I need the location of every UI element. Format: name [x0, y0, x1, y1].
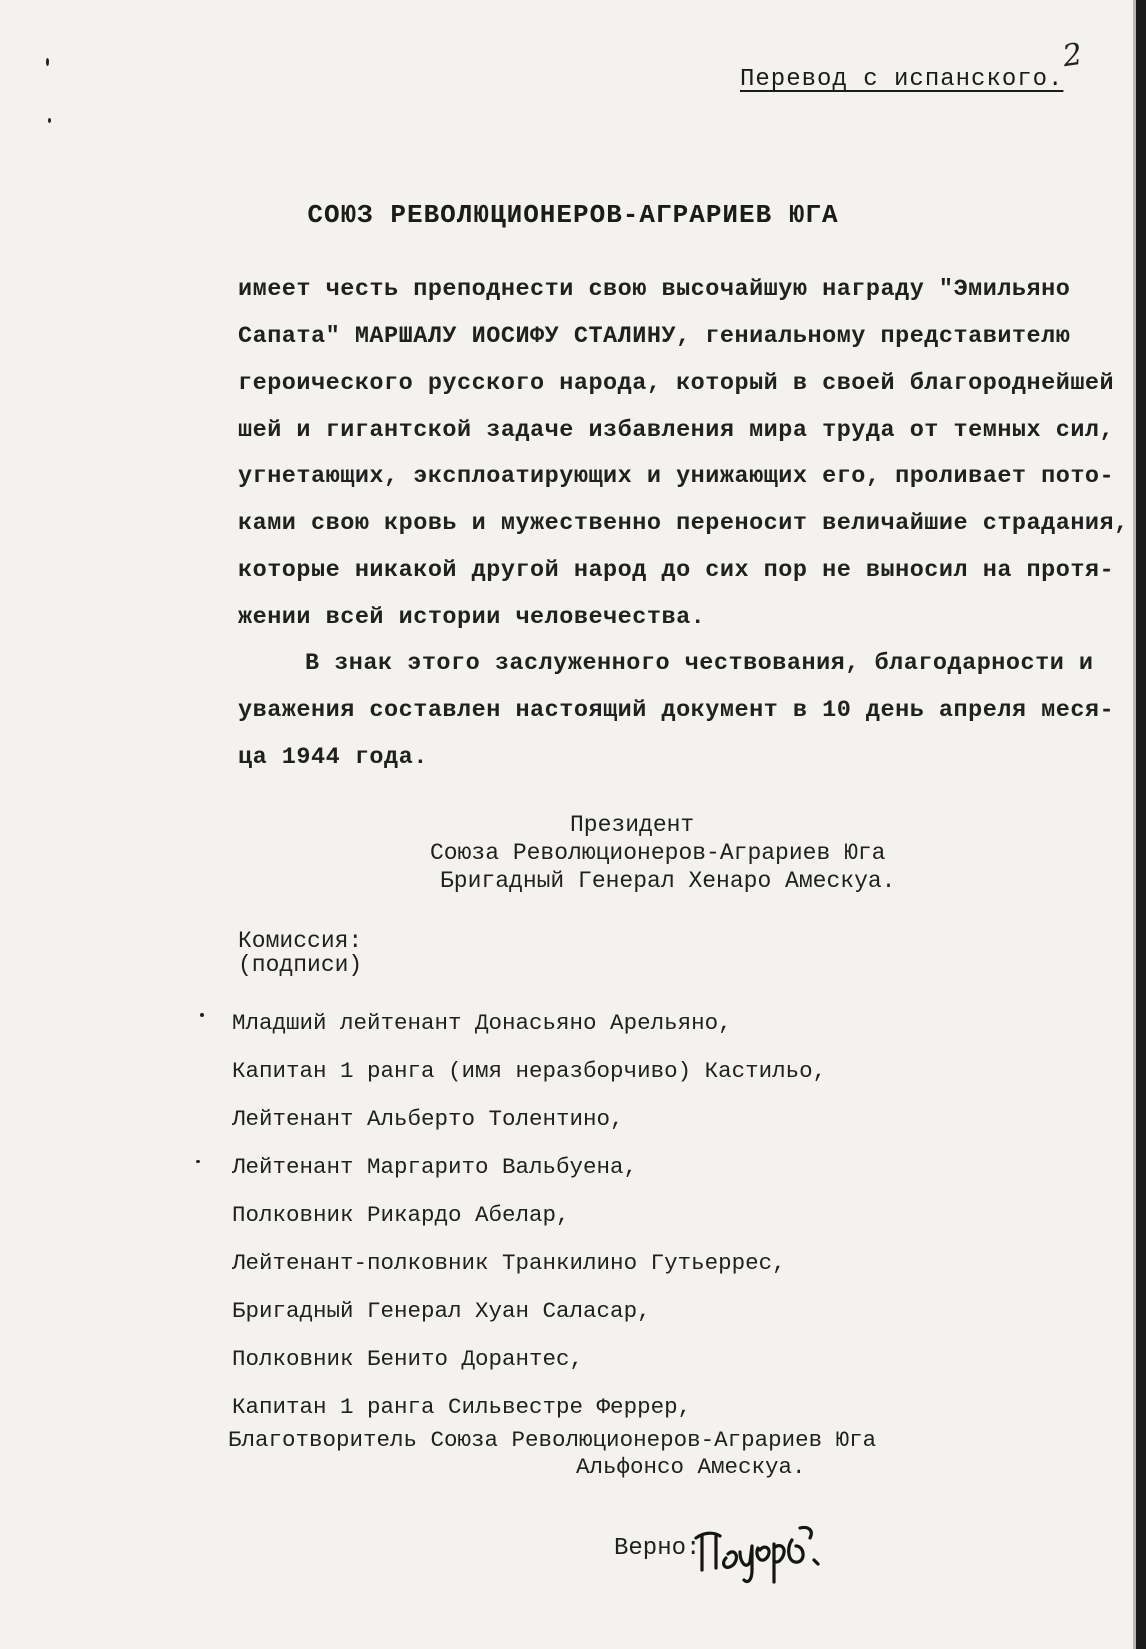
- signatory-name: Бригадный Генерал Хенаро Амескуа.: [440, 868, 896, 894]
- body-line: жении всей истории человечества.: [238, 604, 706, 631]
- body-line: шей и гигантской задаче избавления мира труда от темных сил,: [238, 417, 1115, 444]
- body-line: уважения составлен настоящий документ в 10 день апреля меся-: [238, 697, 1115, 724]
- handwritten-signature: [690, 1518, 830, 1588]
- commission-member: Лейтенант-полковник Транкилино Гутьеррес,: [232, 1250, 786, 1276]
- body-line: ца 1944 года.: [238, 744, 428, 771]
- benefactor-name: Альфонсо Амескуа.: [576, 1454, 806, 1480]
- scan-speck: [46, 58, 49, 66]
- translation-note: Перевод с испанского.: [740, 66, 1064, 93]
- body-line: угнетающих, эксплоатирующих и унижающих его, проливает пото-: [238, 463, 1115, 490]
- commission-member: Капитан 1 ранга (имя неразборчиво) Кастильо,: [232, 1058, 827, 1084]
- body-line: Сапата" МАРШАЛУ ИОСИФУ СТАЛИНУ, гениальному представителю: [238, 323, 1071, 350]
- scan-speck: [200, 1013, 204, 1017]
- body-line: героического русского народа, который в своей благороднейшей: [238, 370, 1115, 397]
- scan-edge: [1136, 0, 1146, 1649]
- body-line: имеет честь преподнести свою высочайшую награду "Эмильяно: [238, 276, 1071, 303]
- document-title: СОЮЗ РЕВОЛЮЦИОНЕРОВ-АГРАРИЕВ ЮГА: [307, 200, 839, 230]
- body-line: которые никакой другой народ до сих пор не выносил на протя-: [238, 557, 1115, 584]
- signatory-role: Президент: [570, 812, 695, 838]
- commission-label: Комиссия:: [238, 928, 363, 954]
- certified-label: Верно:: [614, 1535, 701, 1562]
- commission-member: Полковник Рикардо Абелар,: [232, 1202, 570, 1228]
- benefactor-line: Благотворитель Союза Революционеров-Аграриев Юга: [228, 1427, 877, 1453]
- commission-member: Лейтенант Маргарито Вальбуена,: [232, 1154, 638, 1180]
- page-number: 2: [1060, 36, 1085, 75]
- commission-member: Бригадный Генерал Хуан Саласар,: [232, 1298, 651, 1324]
- commission-member: Капитан 1 ранга Сильвестре Феррер,: [232, 1394, 692, 1420]
- scan-speck: [196, 1160, 200, 1163]
- scan-speck: [48, 118, 51, 123]
- commission-member: Полковник Бенито Дорантес,: [232, 1346, 584, 1372]
- body-line: В знак этого заслуженного чествования, благодарности и: [305, 650, 1094, 677]
- body-line: ками свою кровь и мужественно переносит величайшие страдания,: [238, 510, 1129, 537]
- commission-member: Младший лейтенант Донасьяно Арельяно,: [232, 1010, 732, 1036]
- commission-member: Лейтенант Альберто Толентино,: [232, 1106, 624, 1132]
- signatory-organization: Союза Революционеров-Аграриев Юга: [430, 840, 886, 866]
- commission-note: (подписи): [238, 952, 363, 978]
